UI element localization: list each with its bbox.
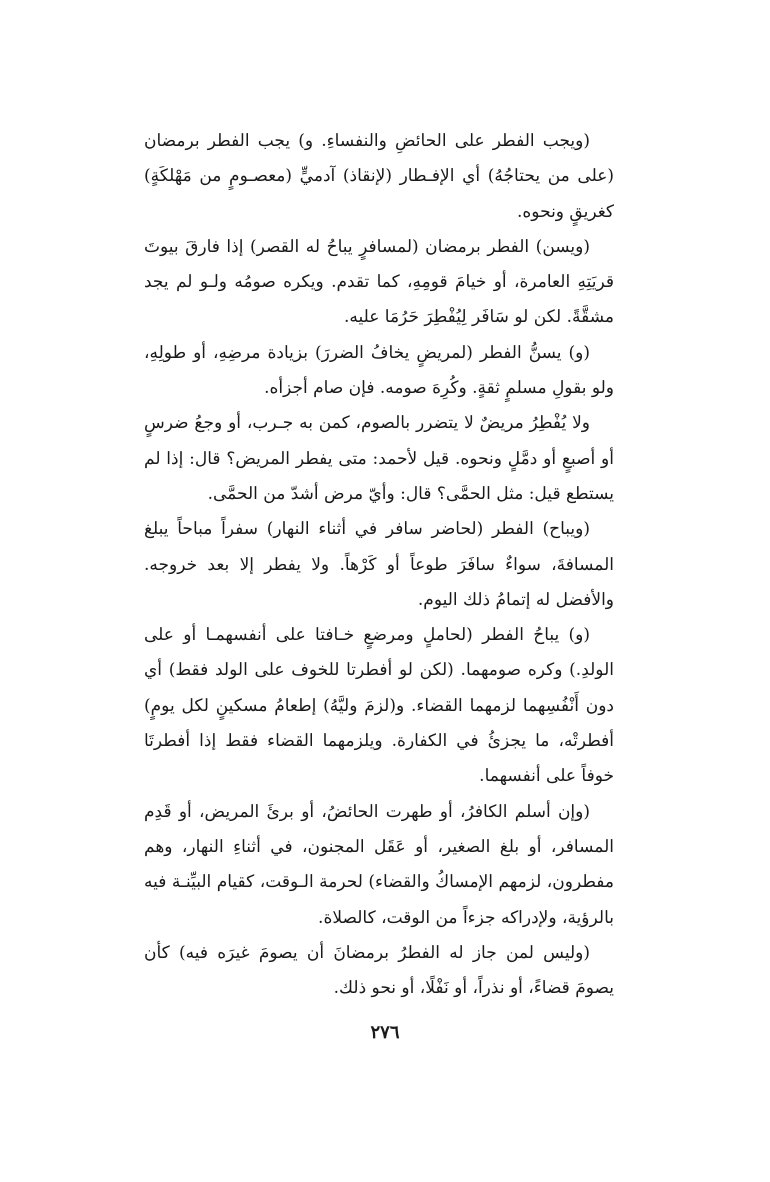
body-text [144, 124, 614, 1006]
paragraph: (و) يباحُ الفطر (لحاملٍ ومرضعٍ خـافتا على أنفسهمـا أو على الولدِ.) وكره صومهما. (لكن لو أفطرتا للخوف على الولد فقط) أي دون أَنْفُسِهما لزمهما القضاء. و(لزمَ وليَّهُ) إطعامُ مسكينٍ لكل يومٍ) أفطرتْه، ما يجزئُ في الكفارة. ويلزمهما القضاء فقط إذا أفطرتَا خوفاً على أنفسهما. [144, 625, 614, 787]
paragraph: (وإن أسلم الكافرُ، أو طهرت الحائضُ، أو برئَ المريض، أو قَدِم المسافر، أو بلغ الصغير، أو عَقَل المجنون، في أثناءِ النهار، وهم مفطرون، لزمهم الإمساكُ والقضاء) لحرمة الـوقت، كقيام البيِّنـة فيه بالرؤية، ولإدراكه جزءاً من الوقت، كالصلاة. [144, 801, 614, 928]
paragraph: (و) يسنُّ الفطر (لمريضٍ يخافُ الضررَ) بزيادة مرضِهِ، أو طولِهِ، ولو بقولِ مسلمٍ ثقةٍ. وكُرِهَ صومه. فإن صام أجزأه. [144, 342, 614, 399]
paragraph: (ويسن) الفطر برمضان (لمسافرٍ يباحُ له القصر) إذا فارقَ بيوتَ قريَتِهِ العامرة، أو خيامَ قومِهِ، كما تقدم. ويكره صومُه ولـو لم يجد مشقَّةً. لكن لو سَافَر لِيُفْطِرَ حَرُمَا عليه. [144, 236, 614, 328]
paragraph: (ويجب الفطر على الحائضِ والنفساءِ. و) يجب الفطر برمضان (على من يحتاجُهُ) أي الإفـطار (لإنقاذ) آدميٍّ (معصـومٍ من مَهْلكَةٍ) كغريقٍ ونحوه. [144, 131, 614, 222]
paragraph: (ويباح) الفطر (لحاضر سافر في أثناء النهار) سفراً مباحاً يبلغ المسافةَ، سواءٌ سافَرَ طوعاً أو كَرْهاً. ولا يفطر إلا بعد خروجه. والأفضل له إتمامُ ذلك اليوم. [144, 519, 614, 610]
paragraph: ولا يُفْطِرُ مريضٌ لا يتضرر بالصوم، كمن به جـرب، أو وجعُ ضرسٍ أو أصبعٍ أو دمَّلٍ ونحوه. قيل لأحمد: متى يفطر المريض؟ قال: إذا لم يستطع قيل: مثل الحمَّى؟ قال: وأيّ مرض أشدّ من الحمَّى. [144, 413, 614, 504]
paragraph: (وليس لمن جاز له الفطرُ برمضانَ أن يصومَ غيرَه فيه) كأن يصومَ قضاءً، أو نذراً، أو نَفْلًا، أو نحو ذلك. [144, 942, 614, 999]
page-number: ٢٧٦ [370, 1022, 400, 1043]
